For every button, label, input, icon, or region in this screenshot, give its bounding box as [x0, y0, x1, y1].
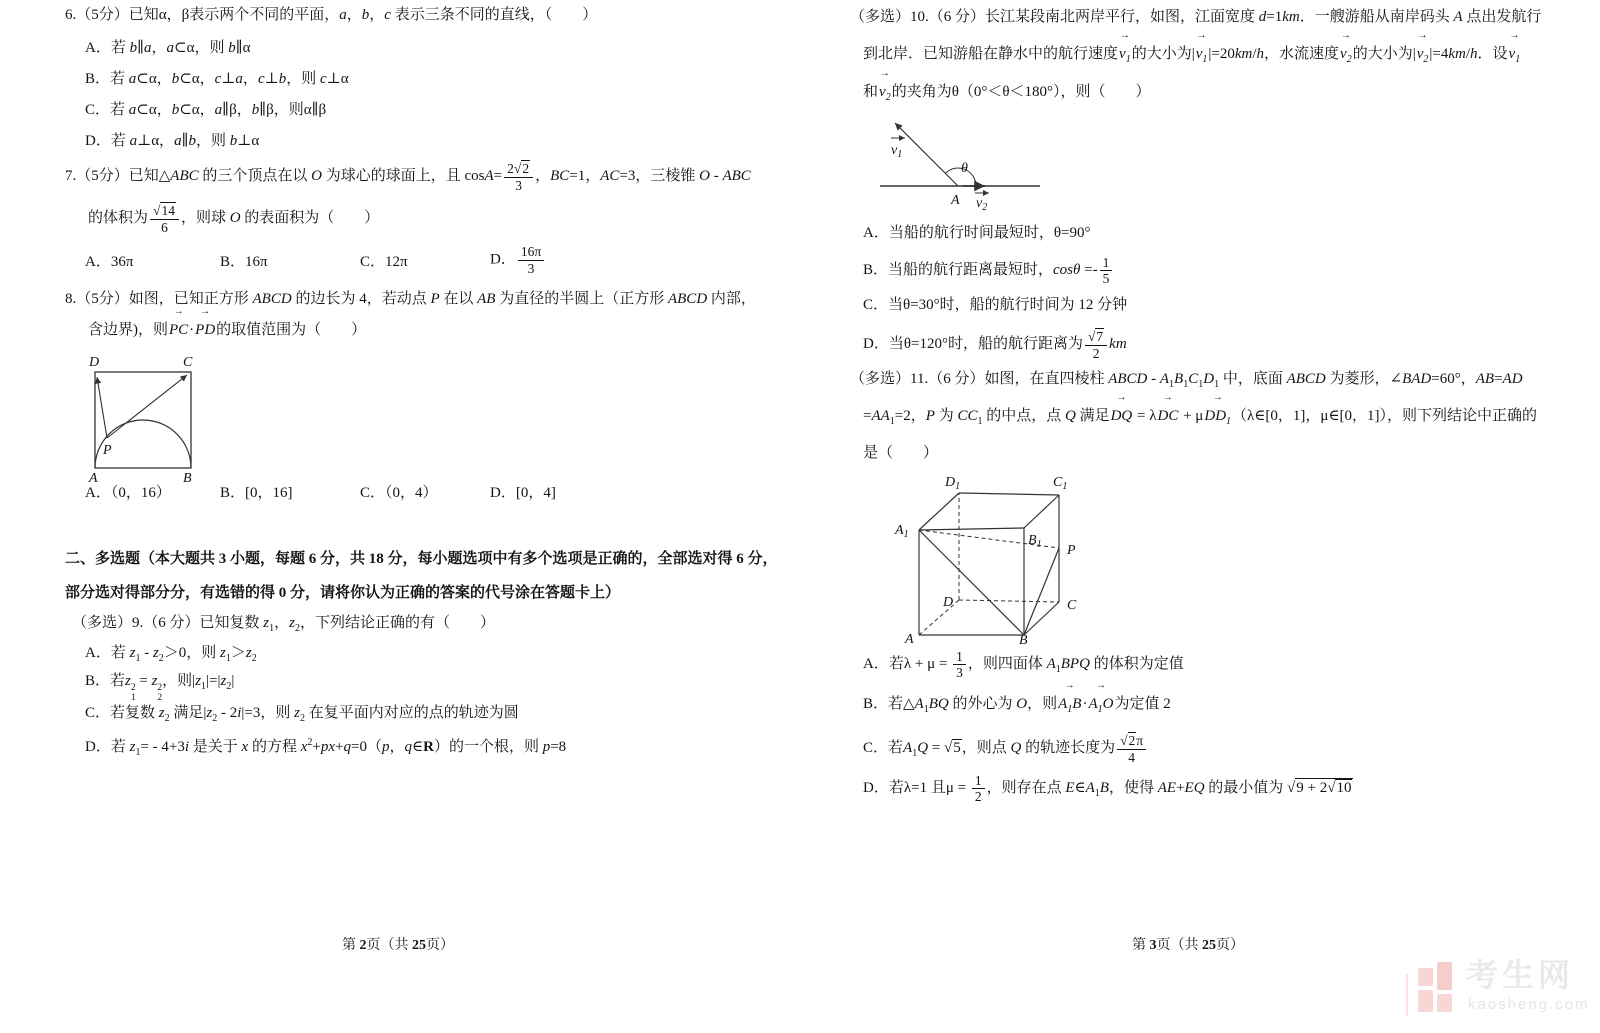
- page-left: [65, 0, 800, 1033]
- logo-block-1: [1418, 968, 1433, 986]
- edge-bc: [1024, 602, 1059, 635]
- q9-option-d: D．若 $z_1= - 4+3i$ 是关于 x 的方程 $x^2+px+q=0(p$，q∈R）的一个根，则 p=8: [85, 737, 567, 758]
- q10-option-b: B．当船的航行距离最短时，cosθ =- $\frac{1}{5}$: [863, 250, 1114, 290]
- q11-option-a: A．若λ + μ = $\frac{1}{3}$ ，则四面体 $A_1BPQ$ 的体积为定值: [863, 648, 1184, 681]
- edge-dc-hidden: [959, 600, 1059, 602]
- logo-block-3: [1437, 962, 1452, 990]
- q10-stem-line2: 到北岸．已知游船在静水中的航行速度 → $v_1$的大小为| → $v_1|=20km/h$，水流速度 → $v_2$的大小为| → $v_2|=4km/h$．设 → $v_1$: [863, 30, 1521, 65]
- q10-option-d: D．当θ=120°时，船的航行距离为 $\frac{√7}{2}$ km: [863, 329, 1127, 361]
- q7-stem-line1: 7.（5分）已知△ABC 的三个顶点在以 O 为球心的球面上，且 cosA= $\frac{2√2}{3}$ ，BC=1，AC=3，三棱锥 O - ABC: [65, 161, 751, 193]
- vertex-label-b: B: [183, 471, 192, 486]
- point-label-p: P: [1067, 543, 1076, 558]
- vector-pd-line: [97, 377, 107, 438]
- q8-option-b: B．[0，16]: [220, 484, 293, 501]
- vertex-label-b1: $B_1$: [1028, 533, 1042, 550]
- q6-option-c: C．若 a⊂α，b⊂α，a∥β，b∥β，则α∥β: [85, 102, 327, 118]
- q7-options-row: [85, 242, 546, 278]
- vertex-label-c: C: [183, 355, 193, 370]
- diagonal-a1b: [919, 530, 1024, 635]
- q6-option-a: A．若 b∥a，a⊂α，则 b∥α: [85, 40, 251, 56]
- q11-stem-line1: （多选）11.（6 分）如图，在直四棱柱 ABCD - $A_1B_1C_1D_1$ 中，底面 ABCD 为菱形，∠BAD=60°，AB=AD: [850, 371, 1523, 390]
- watermark-kaosheng: [1406, 956, 1600, 1022]
- vertex-label-c1: $C_1$: [1053, 475, 1068, 492]
- edge-c1d1: [959, 493, 1059, 495]
- q11-option-d: D．若λ=1 且μ = $\frac{1}{2}$ ，则存在点 $E\in A_1B$，使得 AE+EQ 的最小值为 √9 + 2√10: [863, 772, 1352, 805]
- q11-option-c: C．若$A_1Q = √5$，则点 Q 的轨迹长度为 $\frac{√2\pi}{4}$: [863, 728, 1148, 774]
- vertex-label-b: B: [1019, 633, 1028, 648]
- edge-a1b1: [919, 528, 1024, 530]
- watermark-domain: kaosheng.com: [1468, 996, 1590, 1013]
- point-label-p: P: [103, 443, 112, 458]
- q9-option-a: A．若 $z_1 - z_2>0$，则 $z_1>z_2$: [85, 645, 257, 664]
- q8-stem-line1: 8.（5分）如图，已知正方形 ABCD 的边长为 4，若动点 P 在以 AB 为直径的半圆上（正方形 ABCD 内部，: [65, 291, 756, 307]
- section2-header-line2: 部分选对得部分分，有选错的得 0 分，请将你认为正确的答案的代号涂在答题卡上）: [65, 585, 621, 601]
- kaosheng-logo-icon: [1416, 956, 1458, 1018]
- line-bp: [1024, 548, 1059, 635]
- q10-figure-river-vectors: [875, 110, 1045, 212]
- q7-option-d: D． $\frac{16\pi}{3}$: [490, 244, 546, 276]
- edge-d1a1: [919, 493, 959, 530]
- logo-block-4: [1437, 994, 1452, 1012]
- q8-option-d: D．[0，4]: [490, 484, 556, 501]
- vertex-label-a1: $A_1$: [895, 523, 909, 540]
- vertex-label-d: D: [89, 355, 100, 370]
- q8-figure-square-semicircle: [87, 350, 217, 484]
- q10-stem-line3: 和 → $v_2$的夹角为θ（0°＜θ＜180°），则（ ）: [863, 68, 1151, 103]
- page-footer-right: 第 3页（共 25页）: [1132, 938, 1244, 953]
- vertex-label-c: C: [1067, 598, 1077, 613]
- q7-option-b: B．16π: [220, 253, 268, 270]
- q10-option-a: A．当船的航行时间最短时，θ=90°: [863, 225, 1091, 241]
- theta-label: θ: [961, 161, 968, 176]
- q6-option-d: D．若 a⊥α，a∥b，则 b⊥α: [85, 133, 260, 149]
- q10-option-c: C．当θ=30°时，船的航行时间为 12 分钟: [863, 297, 1128, 313]
- q9-stem: （多选）9.（6 分）已知复数 $z_1$，$z_2$，下列结论正确的有（ ）: [72, 615, 495, 634]
- q9-option-c: C．若复数 $z_2$ 满足$|z_2 - 2i|=3$，则 $z_2$ 在复平面内对应的点的轨迹为圆: [85, 705, 519, 724]
- vertex-label-d: D: [943, 595, 954, 610]
- logo-block-2: [1418, 990, 1433, 1012]
- vertex-label-a: A: [905, 632, 914, 647]
- watermark-divider: [1406, 974, 1408, 1016]
- vector-v1-line: [895, 123, 958, 186]
- q11-stem-line3: 是（ ）: [863, 445, 939, 461]
- q7-option-c: C．12π: [360, 253, 408, 270]
- q6-option-b: B．若 a⊂α，b⊂α，c⊥a，c⊥b，则 c⊥α: [85, 71, 349, 87]
- q8-option-c: C．（0，4）: [360, 484, 438, 501]
- q7-option-a: A．36π: [85, 253, 134, 270]
- q9-option-b: B．若z 2 1 = z 2 2 ，则$|z_1|=|z_2|$: [85, 673, 235, 704]
- q7-stem-line2: 的体积为 $\frac{√14}{6}$ ，则球 O 的表面积为（ ）: [88, 203, 380, 235]
- q10-stem-line1: （多选）10.（6 分）长江某段南北两岸平行，如图，江面宽度 d=1km．一艘游船从南岸码头 A 点出发航行: [850, 9, 1542, 25]
- v2-label: $v_2$: [976, 196, 988, 213]
- section2-header-line1: 二、多选题（本大题共 3 小题，每题 6 分，共 18 分，每小题选项中有多个选项是正确的，全部选对得 6 分，: [65, 551, 778, 567]
- q11-figure-prism: [877, 462, 1077, 648]
- q8-options-row: [85, 479, 556, 503]
- q6-stem: 6.（5分）已知α，β表示两个不同的平面，a，b，c 表示三条不同的直线，（ ）: [65, 7, 598, 23]
- a-label: A: [951, 193, 960, 208]
- page-footer-left: 第 2页（共 25页）: [342, 938, 454, 953]
- watermark-title: 考生网: [1466, 957, 1575, 993]
- vector-pc-line: [107, 375, 187, 438]
- edge-b1c1: [1024, 495, 1059, 528]
- q8-option-a: A．（0，16）: [85, 484, 171, 501]
- q8-stem-line2: 含边界)，则 → PC· → PD的取值范围为（ ）: [88, 306, 367, 338]
- v1-label: $v_1$: [891, 143, 903, 160]
- q11-option-b: B．若$\triangle A_1BQ$ 的外心为 O，则 → $A_1B\cdot$ → $A_1O$为定值 2: [863, 680, 1171, 715]
- vertex-label-d1: $D_1$: [945, 475, 961, 492]
- vertex-label-a: A: [89, 471, 98, 486]
- page-right: [845, 0, 1585, 1033]
- q11-stem-line2: $=AA_1=2$，P 为 $CC_1$ 的中点，点 Q 满足 → DQ = λ → DC + μ → $DD_1(\lambda\in[0$，1]，μ∈[0，1]），则下列结论中正确的: [863, 392, 1538, 427]
